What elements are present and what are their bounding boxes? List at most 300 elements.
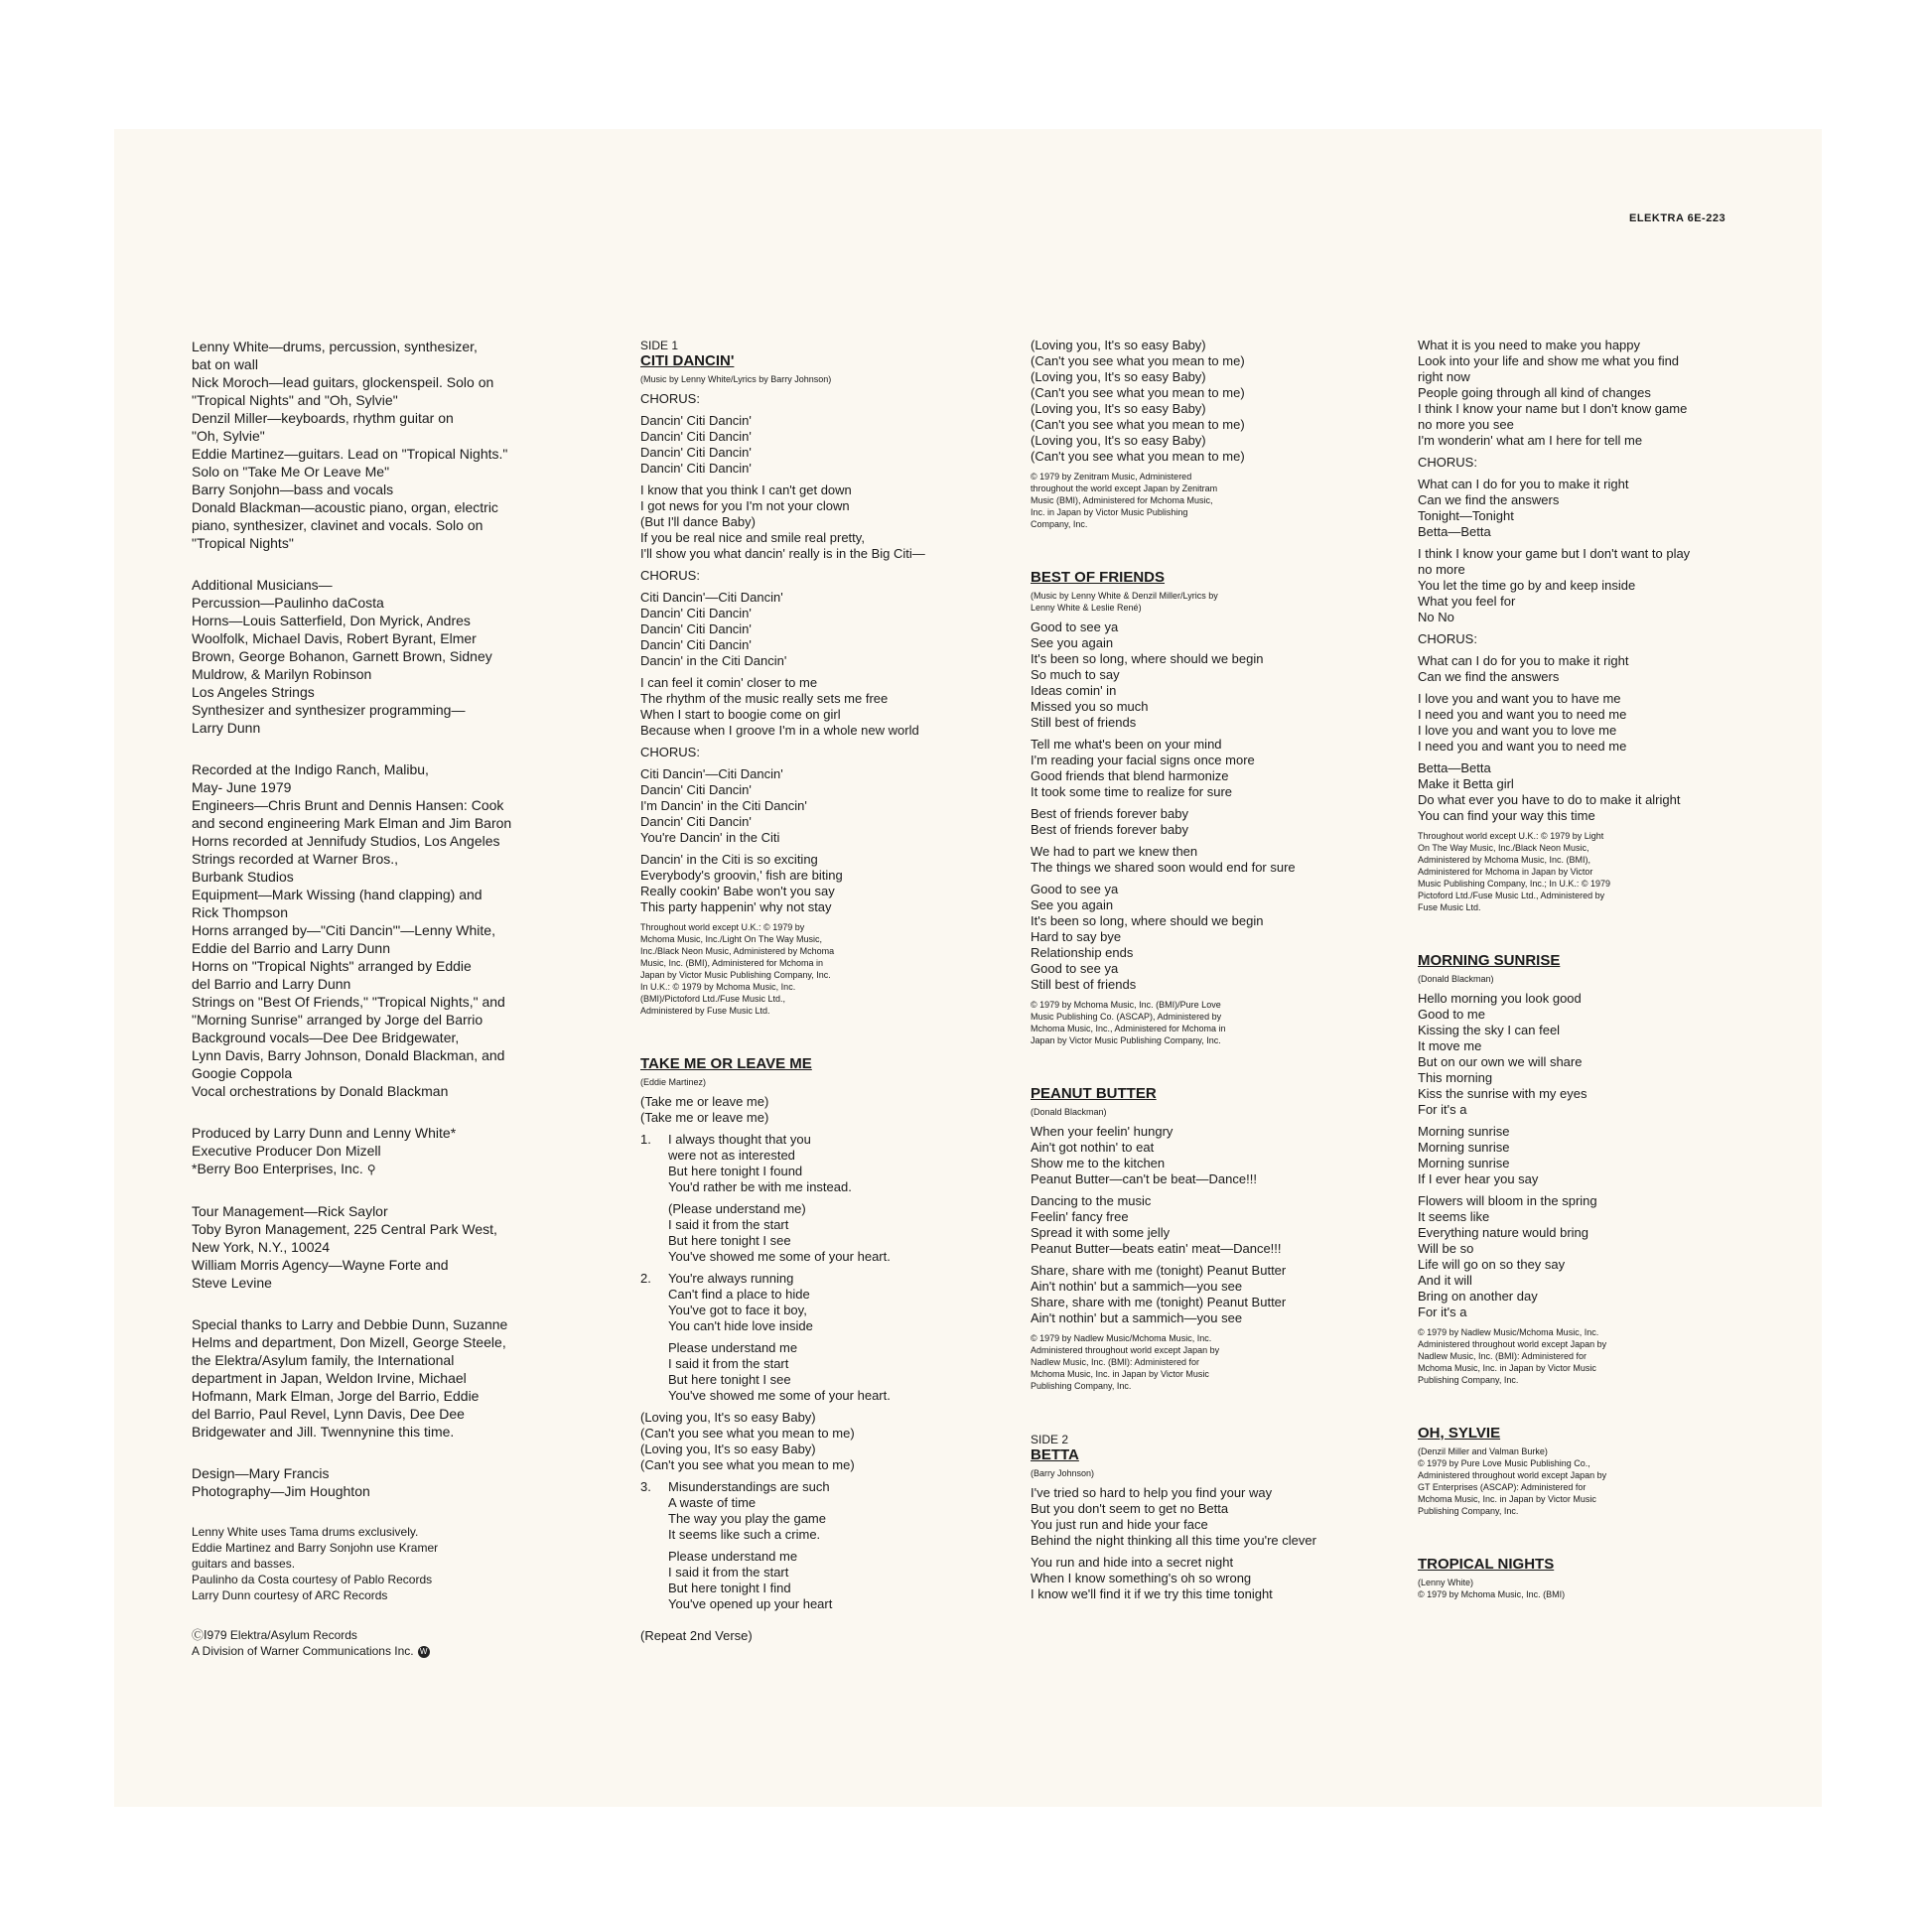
text-line: Please understand me	[668, 1340, 798, 1355]
text-line: No No	[1418, 610, 1454, 624]
song-credit: (Barry Johnson)	[1031, 1468, 1095, 1478]
text-line: I think I know your name but I don't know game	[1418, 401, 1688, 416]
text-line: © 1979 by Mchoma Music, Inc. (BMI)	[1418, 1589, 1566, 1599]
design-block	[192, 1464, 589, 1500]
chorus-label: CHORUS:	[640, 568, 700, 583]
text-line: May- June 1979	[192, 779, 292, 795]
song-credit: (Eddie Martinez)	[640, 1077, 707, 1087]
text-line: Paulinho da Costa courtesy of Pablo Records	[192, 1573, 433, 1586]
text-line: (Can't you see what you mean to me)	[1031, 353, 1245, 368]
text-line: I said it from the start	[668, 1217, 789, 1232]
produced-line: Produced by Larry Dunn and Lenny White*	[192, 1125, 457, 1141]
text-line: Horns—Louis Satterfield, Don Myrick, Andres	[192, 613, 471, 628]
text-line: Citi Dancin'—Citi Dancin'	[640, 766, 783, 781]
text-line: Publishing Company, Inc.	[1418, 1506, 1519, 1516]
text-line: © 1979 by Nadlew Music/Mchoma Music, Inc.	[1418, 1327, 1599, 1337]
text-line: Ain't got nothin' to eat	[1031, 1140, 1155, 1155]
produced-block	[192, 1124, 589, 1178]
stanza	[1031, 844, 1358, 876]
text-line: Good to see ya	[1031, 619, 1119, 634]
text-line: (Music by Lenny White & Denzil Miller/Lyrics by	[1031, 591, 1218, 601]
song-title: MORNING SUNRISE	[1418, 952, 1561, 969]
text-line: You've showed me some of your heart.	[668, 1388, 891, 1403]
copyright-block	[192, 1627, 589, 1659]
stanza	[1418, 1124, 1745, 1187]
text-line: Publishing Company, Inc.	[1418, 1375, 1519, 1385]
text-line: But on our own we will share	[1418, 1054, 1583, 1069]
stanza	[1418, 991, 1745, 1118]
text-line: You're Dancin' in the Citi	[640, 830, 780, 845]
text-line: and second engineering Mark Elman and Jim Baron	[192, 815, 512, 831]
text-line: But here tonight I find	[668, 1581, 791, 1595]
text-line: This morning	[1418, 1070, 1493, 1085]
text-line: Administered by Fuse Music Ltd.	[640, 1006, 770, 1016]
text-line: Company, Inc.	[1031, 519, 1088, 529]
text-line: It move me	[1418, 1038, 1482, 1053]
text-line: Look into your life and show me what you find	[1418, 353, 1680, 368]
text-line: When I know something's oh so wrong	[1031, 1571, 1252, 1585]
copyright-notice	[1418, 1326, 1745, 1386]
text-line: Mchoma Music, Inc./Light On The Way Music,	[640, 934, 823, 944]
text-line: What can I do for you to make it right	[1418, 653, 1629, 668]
text-line: Recorded at the Indigo Ranch, Malibu,	[192, 761, 429, 777]
text-line: This party happenin' why not stay	[640, 899, 832, 914]
text-line: (Take me or leave me)	[640, 1094, 769, 1109]
lyrics-column-2	[640, 338, 968, 1684]
text-line: Donald Blackman—acoustic piano, organ, electric	[192, 499, 498, 515]
stanza	[640, 766, 968, 846]
text-line: Peanut Butter—beats eatin' meat—Dance!!!	[1031, 1241, 1282, 1256]
text-line: (Loving you, It's so easy Baby)	[1031, 369, 1206, 384]
song-credit: (Donald Blackman)	[1418, 974, 1494, 984]
text-line: Hard to say bye	[1031, 929, 1122, 944]
text-line: Morning sunrise	[1418, 1124, 1510, 1139]
stanza	[1031, 1555, 1358, 1602]
song-credit: (Donald Blackman)	[1031, 1107, 1107, 1117]
song-credit	[1031, 590, 1358, 614]
song-morning-sunrise	[1418, 953, 1745, 1386]
text-line: Dancin' Citi Dancin'	[640, 413, 752, 428]
text-line: When your feelin' hungry	[1031, 1124, 1173, 1139]
song-take-me-continued	[1031, 338, 1358, 530]
text-line: You've opened up your heart	[668, 1596, 833, 1611]
text-line: But here tonight I see	[668, 1372, 791, 1387]
text-line: Woolfolk, Michael Davis, Robert Byrant, Elmer	[192, 630, 477, 646]
text-line: New York, N.Y., 10024	[192, 1239, 331, 1255]
stanza	[1031, 882, 1358, 993]
text-line: Ain't nothin' but a sammich—you see	[1031, 1279, 1243, 1294]
text-line: Tell me what's been on your mind	[1031, 737, 1222, 752]
text-line: Still best of friends	[1031, 715, 1137, 730]
recording-block	[192, 760, 589, 1100]
text-line: Background vocals—Dee Dee Bridgewater,	[192, 1030, 460, 1045]
text-line: piano, synthesizer, clavinet and vocals. Solo on	[192, 517, 483, 533]
verse-3: 3. Misunderstandings are such A waste of time The way you play the game It seems like such a crime.	[640, 1479, 830, 1542]
text-line: Mchoma Music, Inc. in Japan by Victor Music	[1031, 1369, 1209, 1379]
text-line: Toby Byron Management, 225 Central Park West,	[192, 1221, 497, 1237]
text-line: We had to part we knew then	[1031, 844, 1198, 859]
song-credit	[1418, 1445, 1745, 1517]
text-line: I'll show you what dancin' really is in the Big Citi—	[640, 546, 925, 561]
copyright-notice	[1418, 830, 1745, 913]
text-line: Dancin' Citi Dancin'	[640, 429, 752, 444]
text-line: Ain't nothin' but a sammich—you see	[1031, 1310, 1243, 1325]
text-line: Steve Levine	[192, 1275, 272, 1291]
text-line: Denzil Miller—keyboards, rhythm guitar on	[192, 410, 454, 426]
stanza	[640, 1410, 968, 1473]
text-line: Really cookin' Babe won't you say	[640, 884, 835, 898]
stanza	[1418, 546, 1745, 625]
side-2-label: SIDE 2	[1031, 1433, 1069, 1446]
song-peanut-butter	[1031, 1086, 1358, 1392]
additional-musicians-block	[192, 576, 589, 737]
text-line: throughout the world except Japan by Zenitram	[1031, 483, 1218, 493]
text-line: (Loving you, It's so easy Baby)	[1031, 401, 1206, 416]
berry-boo-line: *Berry Boo Enterprises, Inc. ⚲	[192, 1161, 376, 1176]
text-line: Dancing to the music	[1031, 1193, 1152, 1208]
text-line: Music, Inc. (BMI), Administered for Mchoma in	[640, 958, 824, 968]
text-line: Hello morning you look good	[1418, 991, 1582, 1006]
text-line: GT Enterprises (ASCAP): Administered for	[1418, 1482, 1587, 1492]
text-line: It seems like	[1418, 1209, 1490, 1224]
text-line: Nick Moroch—lead guitars, glockenspeil. Solo on	[192, 374, 494, 390]
stanza	[1031, 1263, 1358, 1326]
text-line: © 1979 by Pure Love Music Publishing Co.,	[1418, 1458, 1590, 1468]
text-line: I need you and want you to need me	[1418, 707, 1627, 722]
chorus-label: CHORUS:	[1418, 631, 1477, 646]
text-line: I can feel it comin' closer to me	[640, 675, 818, 690]
verse-number: 3.	[640, 1479, 651, 1494]
text-line: no more you see	[1418, 417, 1514, 432]
text-line: Share, share with me (tonight) Peanut Butter	[1031, 1263, 1287, 1278]
text-line: no more	[1418, 562, 1465, 577]
text-line: For it's a	[1418, 1102, 1467, 1117]
song-credit: (Music by Lenny White/Lyrics by Barry Johnson)	[640, 374, 832, 384]
text-line: Dancin' Citi Dancin'	[640, 445, 752, 460]
stanza	[1418, 477, 1745, 540]
text-line: "Morning Sunrise" arranged by Jorge del Barrio	[192, 1012, 483, 1028]
text-line: Strings on "Best Of Friends," "Tropical Nights," and	[192, 994, 505, 1010]
stanza	[640, 1094, 968, 1126]
text-line: Administered by Mchoma Music, Inc. (BMI),	[1418, 855, 1591, 865]
text-line: Dancin' Citi Dancin'	[640, 606, 752, 620]
stanza	[1418, 653, 1745, 685]
text-line: It's been so long, where should we begin	[1031, 651, 1264, 666]
text-line: Flowers will bloom in the spring	[1418, 1193, 1597, 1208]
text-line: (Denzil Miller and Valman Burke)	[1418, 1446, 1548, 1456]
text-line: Pictoford Ltd./Fuse Music Ltd., Administered by	[1418, 891, 1605, 900]
text-line: "Oh, Sylvie"	[192, 428, 265, 444]
stanza	[1031, 1193, 1358, 1257]
text-line: Administered throughout world except Japan by	[1418, 1470, 1607, 1480]
chorus-label: CHORUS:	[1418, 455, 1477, 470]
text-line: The rhythm of the music really sets me free	[640, 691, 889, 706]
text-line: If you be real nice and smile real pretty,	[640, 530, 865, 545]
text-line: Life will go on so they say	[1418, 1257, 1566, 1272]
text-line: Throughout world except U.K.: © 1979 by Light	[1418, 831, 1604, 841]
text-line: Eddie Martinez—guitars. Lead on "Tropical Nights."	[192, 446, 508, 462]
text-line: Horns recorded at Jennifudy Studios, Los Angeles	[192, 833, 500, 849]
song-title: TAKE ME OR LEAVE ME	[640, 1055, 812, 1072]
stanza	[640, 852, 968, 915]
text-line: Mchoma Music, Inc., Administered for Mchoma in	[1031, 1024, 1226, 1033]
song-title: BETTA	[1031, 1446, 1079, 1463]
text-line: Administered for Mchoma in Japan by Victor	[1418, 867, 1593, 877]
credits-column	[192, 338, 589, 1683]
warner-logo-icon: W	[418, 1646, 430, 1658]
text-line: The things we shared soon would end for sure	[1031, 860, 1296, 875]
text-line: Inc./Black Neon Music, Administered by Mchoma	[640, 946, 835, 956]
text-line: Photography—Jim Houghton	[192, 1483, 370, 1499]
text-line: Best of friends forever baby	[1031, 822, 1188, 837]
text-line: Nadlew Music, Inc. (BMI): Administered for	[1031, 1357, 1200, 1367]
text-line: See you again	[1031, 635, 1114, 650]
text-line: Mchoma Music, Inc. in Japan by Victor Music	[1418, 1494, 1596, 1504]
text-line: Publishing Company, Inc.	[1031, 1381, 1132, 1391]
text-line: When I start to boogie come on girl	[640, 707, 841, 722]
text-line: Japan by Victor Music Publishing Company, Inc.	[640, 970, 831, 980]
text-line: Good friends that blend harmonize	[1031, 768, 1229, 783]
song-title: CITI DANCIN'	[640, 352, 735, 369]
text-line: (Can't you see what you mean to me)	[640, 1457, 855, 1472]
text-line: Will be so	[1418, 1241, 1474, 1256]
text-line: Feelin' fancy free	[1031, 1209, 1129, 1224]
equipment-notes-block	[192, 1524, 589, 1603]
stanza	[1031, 806, 1358, 838]
text-line: What you feel for	[1418, 594, 1516, 609]
text-line: Hofmann, Mark Elman, Jorge del Barrio, Eddie	[192, 1388, 480, 1404]
text-line: Mchoma Music, Inc. in Japan by Victor Music	[1418, 1363, 1596, 1373]
text-line: Morning sunrise	[1418, 1156, 1510, 1170]
text-line: I'm Dancin' in the Citi Dancin'	[640, 798, 807, 813]
text-line: What can I do for you to make it right	[1418, 477, 1629, 491]
text-line: del Barrio, Paul Revel, Lynn Davis, Dee Dee	[192, 1406, 465, 1422]
text-line: I know that you think I can't get down	[640, 482, 852, 497]
lyrics-column-4	[1418, 338, 1745, 1640]
text-line: I got news for you I'm not your clown	[640, 498, 850, 513]
text-line: (Can't you see what you mean to me)	[640, 1426, 855, 1441]
text-line: © 1979 by Zenitram Music, Administered	[1031, 472, 1192, 481]
text-line: Nadlew Music, Inc. (BMI): Administered for	[1418, 1351, 1587, 1361]
text-line: I'm reading your facial signs once more	[1031, 753, 1255, 767]
text-line: Muldrow, & Marilyn Robinson	[192, 666, 372, 682]
text-line: Good to me	[1418, 1007, 1485, 1022]
text-line: (Loving you, It's so easy Baby)	[1031, 338, 1206, 352]
text-line: In U.K.: © 1979 by Mchoma Music, Inc.	[640, 982, 796, 992]
stanza	[668, 1340, 968, 1404]
text-line: Betta—Betta	[1418, 524, 1491, 539]
text-line: (Take me or leave me)	[640, 1110, 769, 1125]
text-line: Horns arranged by—"Citi Dancin'"—Lenny White,	[192, 922, 495, 938]
text-line: You run and hide into a secret night	[1031, 1555, 1234, 1570]
text-line: © 1979 by Mchoma Music, Inc. (BMI)/Pure Love	[1031, 1000, 1221, 1010]
text-line: See you again	[1031, 897, 1114, 912]
song-betta-continued	[1418, 338, 1745, 913]
text-line: So much to say	[1031, 667, 1120, 682]
text-line: You let the time go by and keep inside	[1418, 578, 1636, 593]
text-line: Dancin' Citi Dancin'	[640, 461, 752, 476]
text-line: Can we find the answers	[1418, 492, 1560, 507]
text-line: Horns on "Tropical Nights" arranged by Eddie	[192, 958, 472, 974]
stanza	[668, 1201, 968, 1265]
text-line: Helms and department, Don Mizell, George Steele,	[192, 1334, 506, 1350]
stanza	[1418, 760, 1745, 824]
song-take-me-or-leave-me	[640, 1056, 968, 1644]
stanza	[640, 675, 968, 739]
text-line: Administered throughout world except Japan by	[1031, 1345, 1220, 1355]
text-line: Dancin' in the Citi Dancin'	[640, 653, 787, 668]
text-line: Music Publishing Co. (ASCAP), Administered by	[1031, 1012, 1222, 1022]
text-line: (Loving you, It's so easy Baby)	[640, 1410, 816, 1425]
text-line: I love you and want you to love me	[1418, 723, 1617, 738]
text-line: "Tropical Nights" and "Oh, Sylvie"	[192, 392, 398, 408]
text-line: Equipment—Mark Wissing (hand clapping) and	[192, 887, 483, 902]
text-line: William Morris Agency—Wayne Forte and	[192, 1257, 449, 1273]
text-line: Dancin' Citi Dancin'	[640, 782, 752, 797]
text-line: Tonight—Tonight	[1418, 508, 1514, 523]
text-line: Larry Dunn	[192, 720, 261, 736]
lyrics-column-3	[1031, 338, 1358, 1642]
text-line: Can we find the answers	[1418, 669, 1560, 684]
text-line: Ideas comin' in	[1031, 683, 1117, 698]
text-line: I said it from the start	[668, 1356, 789, 1371]
text-line: (But I'll dance Baby)	[640, 514, 756, 529]
text-line: But you don't seem to get no Betta	[1031, 1501, 1229, 1516]
musicians-block	[192, 338, 589, 552]
copyright-notice	[1031, 471, 1358, 530]
song-citi-dancin	[640, 338, 968, 1017]
stanza	[1418, 338, 1745, 449]
stanza	[640, 413, 968, 477]
text-line: Do what ever you have to do to make it alright	[1418, 792, 1681, 807]
text-line: I need you and want you to need me	[1418, 739, 1627, 754]
text-line: Larry Dunn courtesy of ARC Records	[192, 1588, 388, 1602]
text-line: On The Way Music, Inc./Black Neon Music,	[1418, 843, 1589, 853]
text-line: People going through all kind of changes	[1418, 385, 1651, 400]
stanza	[668, 1549, 968, 1612]
text-line: Japan by Victor Music Publishing Company, Inc.	[1031, 1035, 1221, 1045]
song-oh-sylvie	[1418, 1426, 1745, 1517]
stanza	[1031, 1485, 1358, 1549]
text-line: Googie Coppola	[192, 1065, 293, 1081]
text-line: And it will	[1418, 1273, 1472, 1288]
production-logo-icon: ⚲	[366, 1163, 376, 1176]
song-title: BEST OF FRIENDS	[1031, 569, 1166, 586]
text-line: Rick Thompson	[192, 904, 289, 920]
text-line: Los Angeles Strings	[192, 684, 315, 700]
side-1-label: SIDE 1	[640, 339, 679, 352]
song-title: TROPICAL NIGHTS	[1418, 1556, 1555, 1573]
text-line: It took some time to realize for sure	[1031, 784, 1233, 799]
division-line: A Division of Warner Communications Inc. W	[192, 1643, 589, 1659]
text-line: Missed you so much	[1031, 699, 1149, 714]
song-title: PEANUT BUTTER	[1031, 1085, 1157, 1102]
copyright-line: ⒸⅠ979 Elektra/Asylum Records	[192, 1628, 357, 1642]
stanza	[1418, 691, 1745, 755]
text-line: I know we'll find it if we try this time tonight	[1031, 1586, 1273, 1601]
text-line: the Elektra/Asylum family, the International	[192, 1352, 455, 1368]
text-line: Behind the night thinking all this time you're clever	[1031, 1533, 1316, 1548]
text-line: Throughout world except U.K.: © 1979 by	[640, 922, 805, 932]
copyright-notice	[640, 921, 968, 1017]
text-line: Show me to the kitchen	[1031, 1156, 1166, 1170]
chorus-label: CHORUS:	[640, 745, 700, 759]
copyright-notice	[1031, 1332, 1358, 1392]
text-line: It's been so long, where should we begin	[1031, 913, 1264, 928]
text-line: Good to see ya	[1031, 882, 1119, 896]
text-line: Vocal orchestrations by Donald Blackman	[192, 1083, 449, 1099]
text-line: (Loving you, It's so easy Baby)	[640, 1442, 816, 1456]
tour-block	[192, 1202, 589, 1292]
text-line: Special thanks to Larry and Debbie Dunn, Suzanne	[192, 1316, 508, 1332]
song-title: OH, SYLVIE	[1418, 1425, 1501, 1442]
text-line: Lynn Davis, Barry Johnson, Donald Blackman, and	[192, 1047, 505, 1063]
stanza	[1031, 1124, 1358, 1187]
text-line: (Please understand me)	[668, 1201, 806, 1216]
text-line: (Can't you see what you mean to me)	[1031, 417, 1245, 432]
song-betta	[1031, 1432, 1358, 1602]
text-line: right now	[1418, 369, 1470, 384]
text-line: Synthesizer and synthesizer programming—	[192, 702, 466, 718]
thanks-block	[192, 1315, 589, 1441]
text-line: Spread it with some jelly	[1031, 1225, 1171, 1240]
text-line: © 1979 by Nadlew Music/Mchoma Music, Inc.	[1031, 1333, 1212, 1343]
text-line: But here tonight I see	[668, 1233, 791, 1248]
text-line: Because when I groove I'm in a whole new world	[640, 723, 919, 738]
text-line: Inc. in Japan by Victor Music Publishing	[1031, 507, 1188, 517]
text-line: Dancin' in the Citi is so exciting	[640, 852, 818, 867]
text-line: Dancin' Citi Dancin'	[640, 621, 752, 636]
text-line: Tour Management—Rick Saylor	[192, 1203, 388, 1219]
text-line: Still best of friends	[1031, 977, 1137, 992]
stanza	[640, 482, 968, 562]
stanza	[1418, 1193, 1745, 1320]
text-line: You've showed me some of your heart.	[668, 1249, 891, 1264]
text-line: Additional Musicians—	[192, 577, 333, 593]
text-line: Share, share with me (tonight) Peanut Butter	[1031, 1295, 1287, 1309]
text-line: Everybody's groovin,' fish are biting	[640, 868, 843, 883]
text-line: "Tropical Nights"	[192, 535, 294, 551]
stanza	[1031, 619, 1358, 731]
text-line: Brown, George Bohanon, Garnett Brown, Sidney	[192, 648, 492, 664]
text-line: Morning sunrise	[1418, 1140, 1510, 1155]
text-line: Bridgewater and Jill. Twennynine this time.	[192, 1424, 455, 1440]
text-line: Engineers—Chris Brunt and Dennis Hansen: Cook	[192, 797, 504, 813]
text-line: Peanut Butter—can't be beat—Dance!!!	[1031, 1171, 1257, 1186]
text-line: I said it from the start	[668, 1565, 789, 1580]
text-line: Music Publishing Company, Inc.; In U.K.: © 1979	[1418, 879, 1611, 889]
text-line: del Barrio and Larry Dunn	[192, 976, 351, 992]
text-line: You can find your way this time	[1418, 808, 1595, 823]
text-line: I'm wonderin' what am I here for tell me	[1418, 433, 1643, 448]
stanza	[1031, 338, 1358, 465]
copyright-notice	[1031, 999, 1358, 1046]
text-line: Administered throughout world except Japan by	[1418, 1339, 1607, 1349]
song-tropical-nights	[1418, 1557, 1745, 1600]
text-line: I think I know your game but I don't want to play	[1418, 546, 1691, 561]
text-line: (Lenny White)	[1418, 1578, 1474, 1587]
text-line: Kiss the sunrise with my eyes	[1418, 1086, 1587, 1101]
text-line: (Can't you see what you mean to me)	[1031, 449, 1245, 464]
text-line: (Loving you, It's so easy Baby)	[1031, 433, 1206, 448]
catalog-number: ELEKTRA 6E-223	[1629, 212, 1726, 224]
text-line: For it's a	[1418, 1305, 1467, 1319]
text-line: Dancin' Citi Dancin'	[640, 814, 752, 829]
stanza	[640, 590, 968, 669]
text-line: Kissing the sky I can feel	[1418, 1023, 1561, 1037]
text-line: What it is you need to make you happy	[1418, 338, 1641, 352]
text-line: department in Japan, Weldon Irvine, Michael	[192, 1370, 467, 1386]
